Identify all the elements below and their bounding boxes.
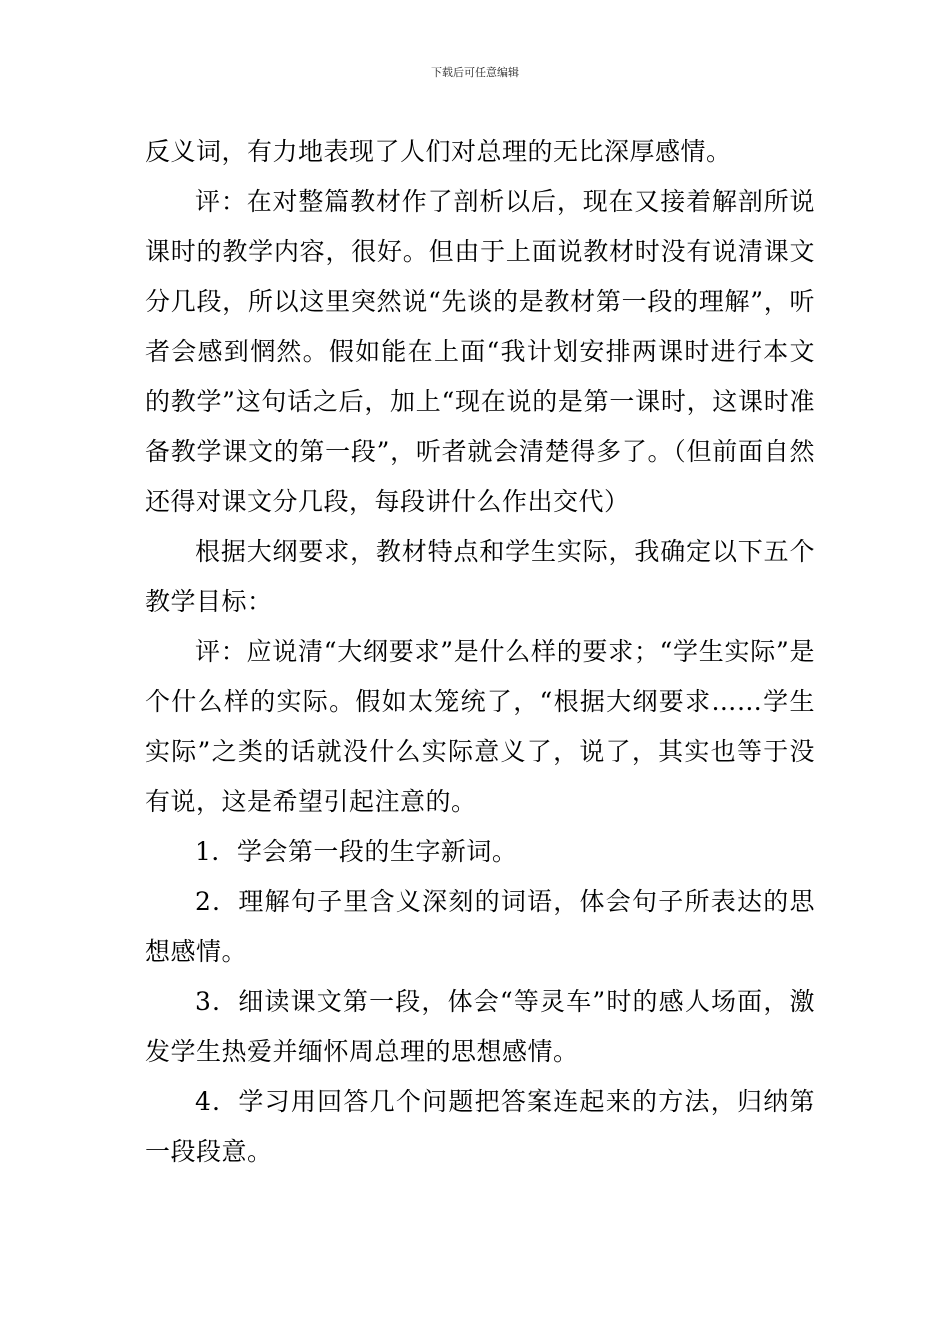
paragraph-continuation: 反义词，有力地表现了人们对总理的无比深厚感情。 bbox=[145, 137, 732, 166]
list-item-goal-4: 4．学习用回答几个问题把答案连起来的方法，归纳第一段段意。 bbox=[145, 1087, 815, 1166]
list-item-goal-3: 3．细读课文第一段，体会“等灵车”时的感人场面，激发学生热爱并缅怀周总理的思想感情。 bbox=[145, 987, 815, 1066]
document-body bbox=[145, 127, 815, 1177]
paragraph-comment-lesson-content: 评：在对整篇教材作了剖析以后，现在又接着解剖所说课时的教学内容，很好。但由于上面说教材时没有说清课文分几段，所以这里突然说“先谈的是教材第一段的理解”，听者会感到惘然。假如能在上面“我计划安排两课时进行本文的教学”这句话之后，加上“现在说的是第一课时，这课时准备教学课文的第一段”，听者就会清楚得多了。（但前面自然还得对课文分几段，每段讲什么作出交代） bbox=[145, 187, 815, 516]
paragraph-teaching-goals-intro: 根据大纲要求，教材特点和学生实际，我确定以下五个教学目标： bbox=[145, 537, 815, 616]
page-header: 下载后可任意编辑 bbox=[431, 66, 519, 79]
list-item-goal-2: 2．理解句子里含义深刻的词语，体会句子所表达的思想感情。 bbox=[145, 887, 815, 966]
paragraph-comment-syllabus: 评：应说清“大纲要求”是什么样的要求；“学生实际”是个什么样的实际。假如太笼统了，“根据大纲要求……学生实际”之类的话就没什么实际意义了，说了，其实也等于没有说，这是希望引起注意的。 bbox=[145, 637, 815, 816]
list-item-goal-1: 1．学会第一段的生字新词。 bbox=[195, 837, 518, 866]
